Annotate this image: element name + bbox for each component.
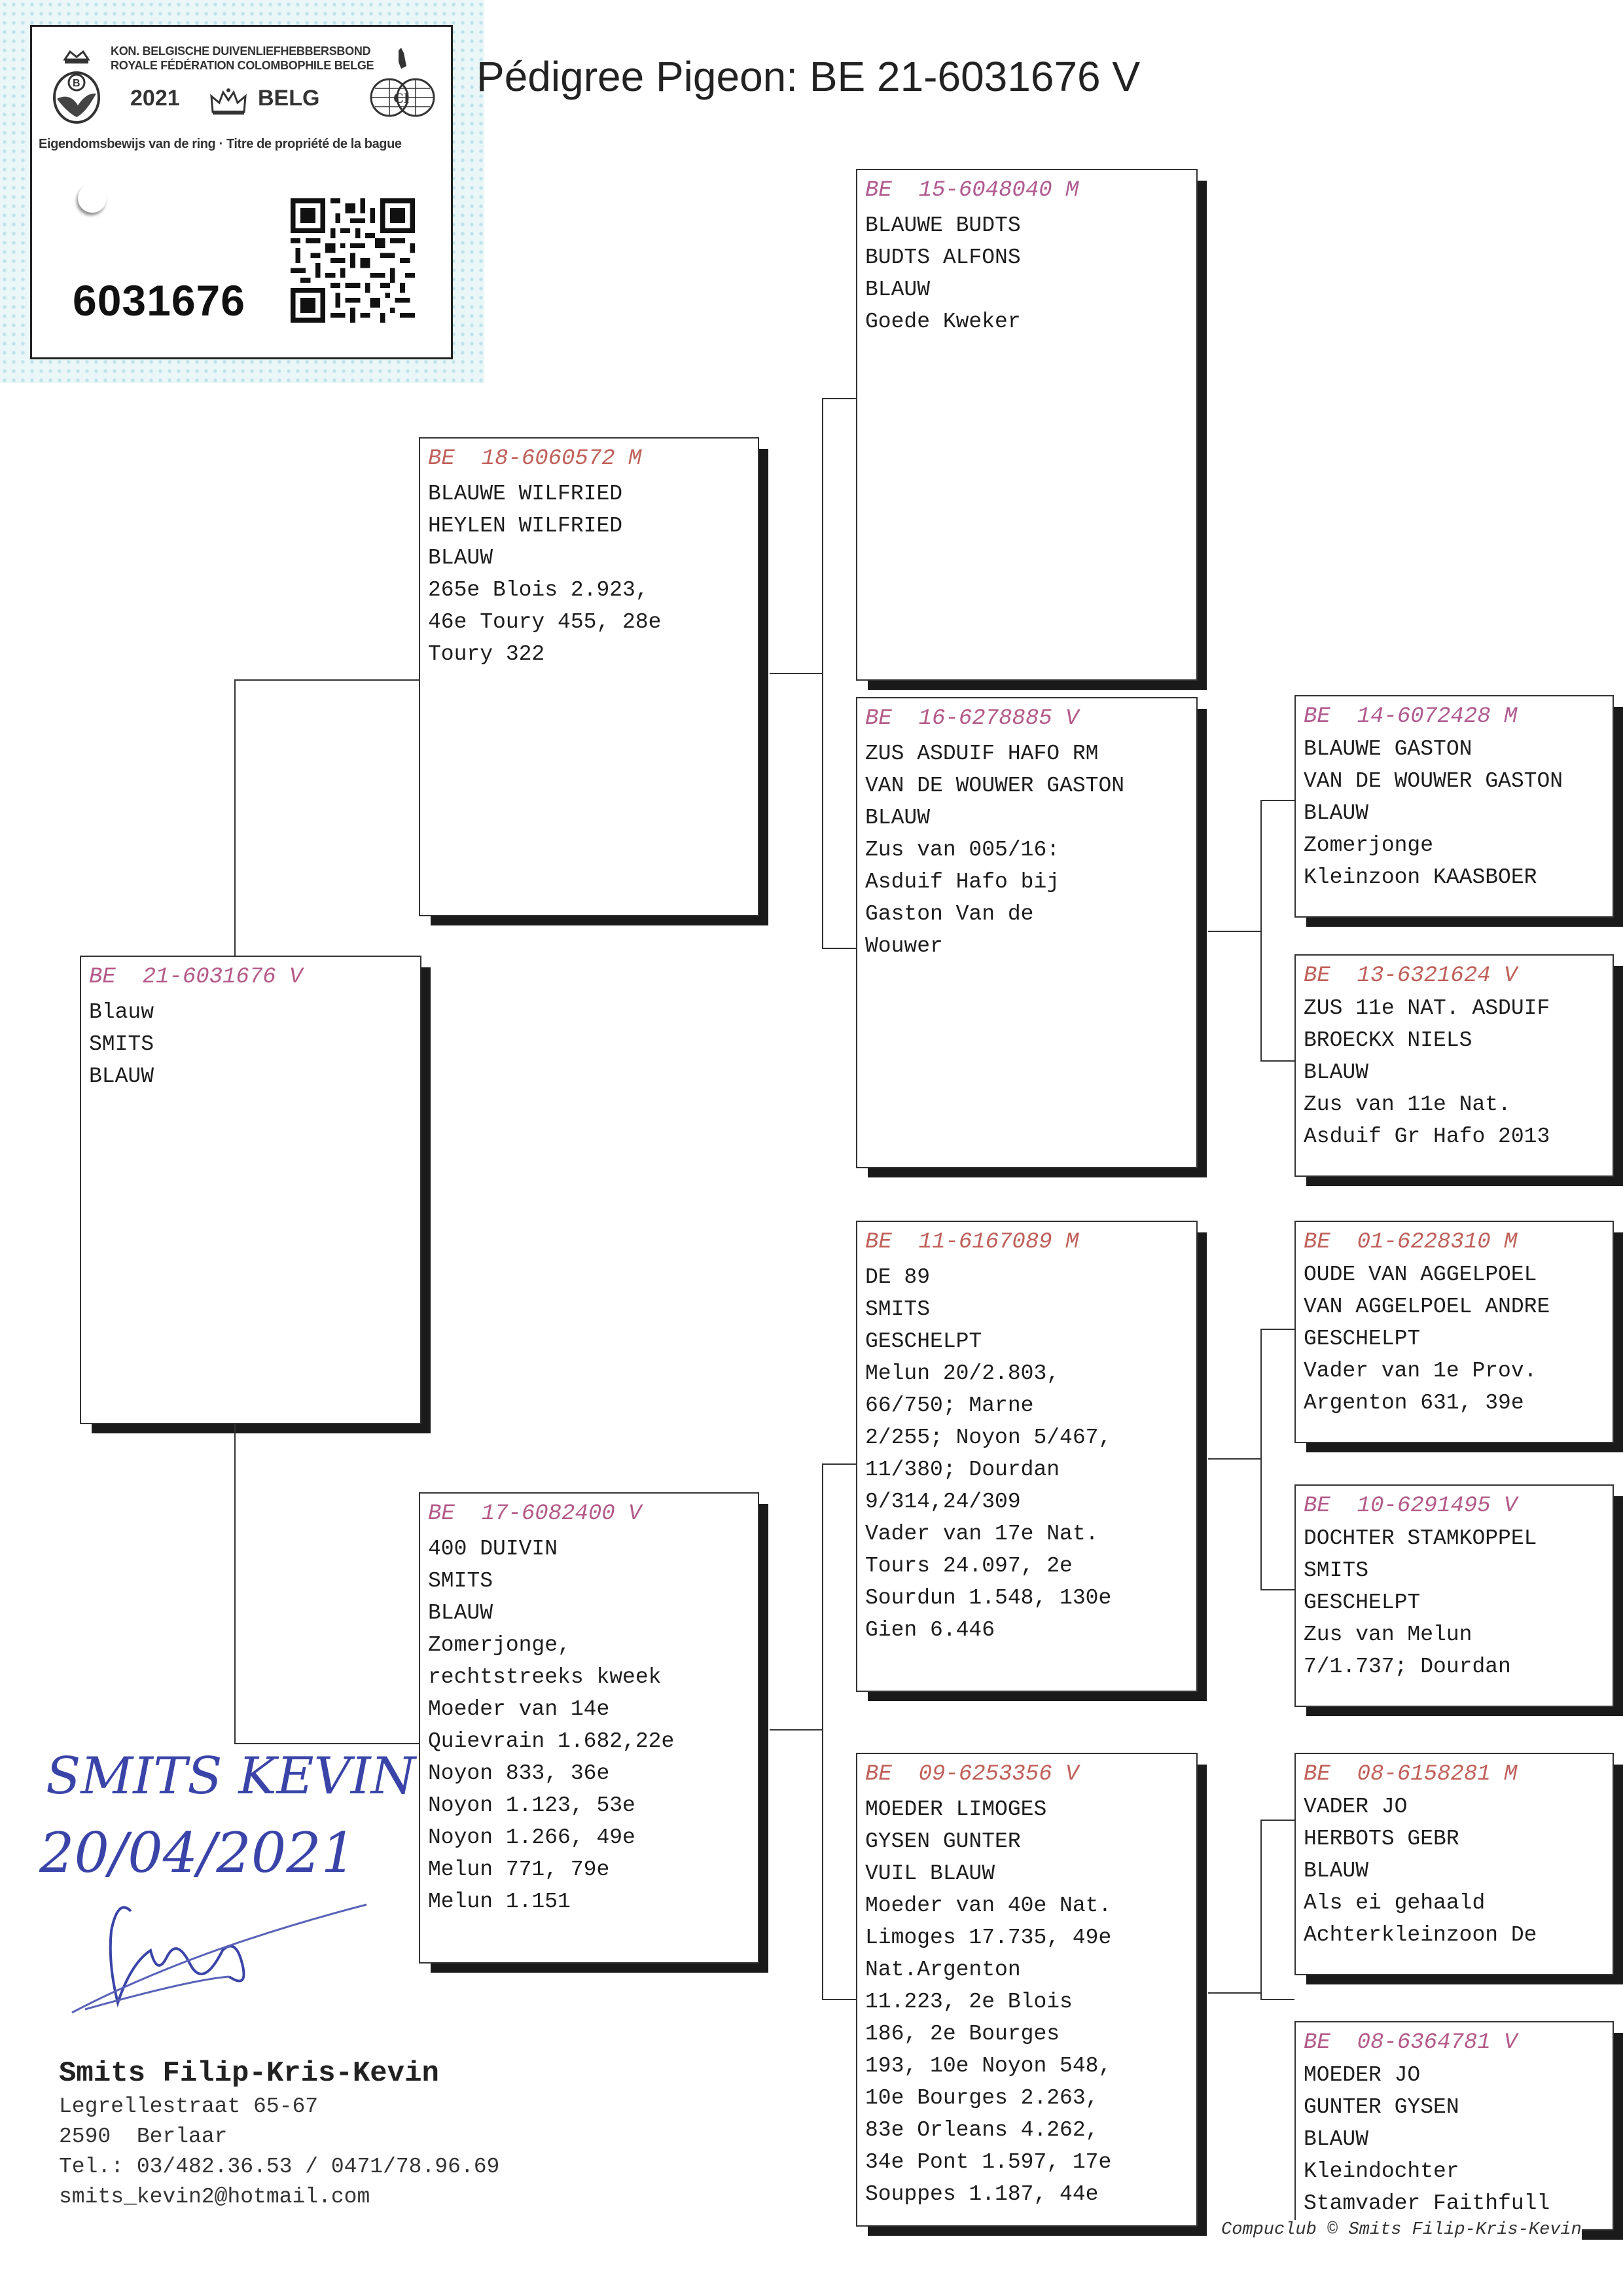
card-line: VAN DE WOUWER GASTON	[1304, 769, 1563, 793]
ring-id: BE 10-6291495 V	[1304, 1494, 1518, 1518]
card-lines	[865, 1793, 1188, 2210]
card-line: BLAUW	[1304, 1060, 1369, 1085]
card-line: 400 DUIVIN	[428, 1537, 558, 1561]
connector-sd-vertical	[1260, 800, 1262, 1062]
connector-dd-vertical	[1260, 1820, 1262, 1999]
breeder-email[interactable]: smits_kevin2@hotmail.com	[59, 2185, 370, 2209]
ring-id: BE 13-6321624 V	[1304, 963, 1518, 988]
card-line: BLAUW	[428, 546, 493, 570]
card-line: Asduif Gr Hafo 2013	[1304, 1124, 1550, 1149]
ring-card-frame	[30, 25, 453, 359]
connector-sire-vertical	[822, 398, 823, 948]
pedigree-card-sd-sire[interactable]	[1294, 695, 1614, 918]
connector-dam-dam	[822, 1999, 856, 2000]
punch-hole	[78, 184, 107, 213]
card-line: OUDE VAN AGGELPOEL	[1304, 1263, 1537, 1287]
card-line: 10e Bourges 2.263,	[865, 2086, 1099, 2110]
card-line: BLAUW	[428, 1601, 493, 1625]
ring-id: BE 09-6253356 V	[865, 1762, 1079, 1787]
connector-dd-dam	[1260, 1999, 1294, 2000]
handwritten-signature	[26, 1715, 419, 2055]
card-line: VAN AGGELPOEL ANDRE	[1304, 1295, 1550, 1319]
connector-dd-mid	[1208, 1992, 1260, 1994]
pedigree-card-dam[interactable]	[419, 1492, 759, 1964]
handwritten-date: 20/04/2021	[39, 1821, 357, 1885]
card-line: SMITS	[89, 1032, 154, 1056]
card-line: 11.223, 2e Blois	[865, 1990, 1073, 2014]
card-line: Souppes 1.187, 44e	[865, 2182, 1099, 2206]
card-line: BLAUW	[1304, 801, 1369, 825]
card-line: SMITS	[1304, 1558, 1369, 1583]
connector-dam-vertical	[822, 1463, 823, 2000]
pedigree-card-dd-sire[interactable]	[1294, 1753, 1614, 1975]
card-lines	[1304, 1791, 1605, 1951]
card-lines	[1304, 2059, 1605, 2219]
ring-card-subtitle: Eigendomsbewijs van de ring · Titre de propriété de la bague	[39, 137, 402, 151]
card-line: Nat.Argenton	[865, 1958, 1021, 1982]
pedigree-card-sire-sire[interactable]	[856, 169, 1198, 681]
card-line: Als ei gehaald	[1304, 1891, 1486, 1915]
card-line: Sourdun 1.548, 130e	[865, 1586, 1112, 1610]
connector-ds-vertical	[1260, 1329, 1262, 1590]
card-line: Zomerjonge,	[428, 1633, 571, 1657]
svg-text:CI: CI	[393, 90, 410, 106]
card-line: BLAUW	[1304, 1859, 1369, 1883]
connector-ds-sire	[1260, 1329, 1294, 1330]
card-line: Vader van 17e Nat.	[865, 1522, 1099, 1546]
card-line: Moeder van 40e Nat.	[865, 1893, 1112, 1918]
ring-id: BE 08-6158281 M	[1304, 1762, 1518, 1787]
card-line: 66/750; Marne	[865, 1393, 1034, 1418]
card-lines	[428, 1533, 750, 1918]
ring-id: BE 08-6364781 V	[1304, 2030, 1518, 2055]
card-line: MOEDER LIMOGES	[865, 1797, 1047, 1821]
card-line: 7/1.737; Dourdan	[1304, 1655, 1511, 1679]
connector-subject-down	[234, 1424, 236, 1744]
card-line: Gien 6.446	[865, 1618, 995, 1642]
connector-dam-sire	[822, 1463, 856, 1465]
card-lines	[428, 478, 750, 670]
connector-sd-sire	[1260, 800, 1294, 801]
card-line: 46e Toury 455, 28e	[428, 610, 662, 634]
card-line: Noyon 1.123, 53e	[428, 1793, 635, 1818]
card-line: BLAUWE GASTON	[1304, 737, 1472, 761]
card-lines	[865, 1261, 1188, 1646]
card-line: BLAUW	[89, 1064, 154, 1088]
crown-icon	[209, 87, 248, 117]
card-lines	[1304, 992, 1605, 1153]
connector-dd-sire	[1260, 1820, 1294, 1821]
card-line: Melun 771, 79e	[428, 1857, 610, 1882]
connector-ds-mid	[1208, 1458, 1260, 1460]
card-line: VUIL BLAUW	[865, 1861, 995, 1886]
card-line: Asduif Hafo bij	[865, 870, 1060, 894]
card-line: Toury 322	[428, 642, 545, 666]
ring-number: 6031676	[73, 276, 245, 325]
card-line: Quievrain 1.682,22e	[428, 1729, 675, 1753]
breeder-street: Legrellestraat 65-67	[59, 2094, 319, 2119]
card-line: HERBOTS GEBR	[1304, 1827, 1459, 1851]
card-line: SMITS	[865, 1297, 931, 1321]
card-line: 2/255; Noyon 5/467,	[865, 1426, 1112, 1450]
handwritten-name: SMITS KEVIN	[46, 1747, 416, 1806]
card-line: 9/314,24/309	[865, 1490, 1021, 1514]
connector-sire-sire	[822, 398, 856, 399]
pedigree-card-sire-dam[interactable]	[856, 697, 1198, 1168]
card-line: Kleinzoon KAASBOER	[1304, 865, 1537, 889]
card-line: Wouwer	[865, 934, 943, 958]
card-line: Melun 20/2.803,	[865, 1361, 1060, 1386]
pedigree-card-ds-sire[interactable]	[1294, 1221, 1614, 1443]
card-line: BUDTS ALFONS	[865, 245, 1021, 270]
card-line: GESCHELPT	[1304, 1327, 1421, 1351]
card-line: Noyon 833, 36e	[428, 1761, 610, 1785]
card-line: SMITS	[428, 1569, 493, 1593]
card-line: Zomerjonge	[1304, 833, 1434, 857]
card-line: ZUS 11e NAT. ASDUIF	[1304, 996, 1550, 1020]
card-line: BLAUWE BUDTS	[865, 213, 1021, 238]
connector-subject-sire	[234, 679, 420, 681]
card-line: 83e Orleans 4.262,	[865, 2118, 1099, 2142]
org-line-1: KON. BELGISCHE DUIVENLIEFHEBBERSBOND	[111, 45, 371, 58]
card-line: GESCHELPT	[1304, 1590, 1421, 1615]
card-line: 11/380; Dourdan	[865, 1458, 1060, 1482]
breeder-contact	[59, 2055, 499, 2212]
card-line: 265e Blois 2.923,	[428, 578, 649, 602]
ring-id: BE 18-6060572 M	[428, 446, 642, 471]
card-line: rechtstreeks kweek	[428, 1665, 662, 1689]
card-line: GYSEN GUNTER	[865, 1829, 1021, 1854]
pedigree-card-subject[interactable]	[80, 956, 421, 1424]
pedigree-card-ds-dam[interactable]	[1294, 1484, 1614, 1707]
card-line: Melun 1.151	[428, 1890, 571, 1914]
card-line: GESCHELPT	[865, 1329, 982, 1354]
card-line: HEYLEN WILFRIED	[428, 514, 623, 538]
card-line: Zus van 005/16:	[865, 838, 1060, 862]
pedigree-card-sire[interactable]	[419, 437, 759, 916]
qr-code-icon	[291, 198, 415, 323]
svg-text:B: B	[73, 78, 80, 89]
card-line: MOEDER JO	[1304, 2063, 1421, 2087]
card-line: VAN DE WOUWER GASTON	[865, 774, 1125, 798]
card-line: BLAUW	[1304, 2127, 1369, 2151]
card-line: DE 89	[865, 1265, 931, 1289]
card-line: Noyon 1.266, 49e	[428, 1825, 635, 1850]
card-line: Stamvader Faithfull	[1304, 2191, 1550, 2215]
card-lines	[1304, 733, 1605, 893]
card-line: Gaston Van de	[865, 902, 1034, 926]
ring-country: BELG	[258, 86, 320, 111]
card-lines	[89, 996, 412, 1092]
ring-id: BE 16-6278885 V	[865, 706, 1079, 731]
breeder-name: Smits Filip-Kris-Kevin	[59, 2057, 439, 2090]
fci-globe-pigeon-icon	[370, 46, 435, 125]
card-lines	[865, 209, 1188, 338]
pedigree-card-sd-dam[interactable]	[1294, 954, 1614, 1177]
connector-subject-up	[234, 679, 236, 957]
card-line: Achterkleinzoon De	[1304, 1923, 1537, 1947]
connector-sire-mid	[770, 673, 822, 674]
ring-id: BE 11-6167089 M	[865, 1230, 1079, 1255]
card-line: Argenton 631, 39e	[1304, 1391, 1524, 1415]
card-lines	[1304, 1522, 1605, 1683]
connector-sd-mid	[1208, 931, 1260, 932]
ring-year: 2021	[130, 86, 180, 111]
ring-id: BE 17-6082400 V	[428, 1501, 642, 1526]
connector-dam-mid	[770, 1729, 822, 1731]
card-line: Goede Kweker	[865, 310, 1021, 334]
card-lines	[1304, 1259, 1605, 1419]
footer-credit: Compuclub © Smits Filip-Kris-Kevin	[1221, 2220, 1582, 2240]
connector-sd-dam	[1260, 1060, 1294, 1062]
breeder-phone: Tel.: 03/482.36.53 / 0471/78.96.69	[59, 2155, 500, 2179]
breeder-city: 2590 Berlaar	[59, 2125, 228, 2149]
card-line: Kleindochter	[1304, 2159, 1459, 2183]
card-line: Vader van 1e Prov.	[1304, 1359, 1537, 1383]
card-line: 186, 2e Bourges	[865, 2022, 1060, 2046]
ring-id: BE 01-6228310 M	[1304, 1230, 1518, 1255]
connector-ds-dam	[1260, 1589, 1294, 1590]
card-line: 193, 10e Noyon 548,	[865, 2054, 1112, 2078]
connector-sire-dam	[822, 948, 856, 949]
card-line: Tours 24.097, 2e	[865, 1554, 1073, 1578]
card-line: BLAUWE WILFRIED	[428, 482, 623, 506]
pedigree-card-dam-sire[interactable]	[856, 1221, 1198, 1692]
card-line: Blauw	[89, 1000, 154, 1024]
pedigree-card-dd-dam[interactable]	[1294, 2021, 1614, 2231]
card-line: Zus van 11e Nat.	[1304, 1092, 1511, 1117]
kbdb-logo-icon	[50, 46, 103, 125]
ring-ownership-card	[0, 0, 484, 383]
ring-id: BE 21-6031676 V	[89, 965, 303, 990]
org-line-2: ROYALE FÉDÉRATION COLOMBOPHILE BELGE	[111, 59, 374, 72]
card-lines	[865, 738, 1188, 962]
card-line: GUNTER GYSEN	[1304, 2095, 1459, 2119]
card-line: BLAUW	[865, 278, 931, 302]
ring-id: BE 14-6072428 M	[1304, 704, 1518, 729]
card-line: Limoges 17.735, 49e	[865, 1926, 1112, 1950]
card-line: Zus van Melun	[1304, 1623, 1472, 1647]
card-line: 34e Pont 1.597, 17e	[865, 2150, 1112, 2174]
page-title: Pédigree Pigeon: BE 21-6031676 V	[476, 53, 1141, 100]
ring-id: BE 15-6048040 M	[865, 178, 1079, 203]
pedigree-card-dam-dam[interactable]	[856, 1753, 1198, 2227]
ring-org-name	[111, 44, 374, 73]
card-line: Moeder van 14e	[428, 1697, 610, 1721]
card-line: ZUS ASDUIF HAFO RM	[865, 742, 1099, 766]
card-line: BLAUW	[865, 806, 931, 830]
card-line: BROECKX NIELS	[1304, 1028, 1472, 1052]
card-line: VADER JO	[1304, 1795, 1408, 1819]
card-line: DOCHTER STAMKOPPEL	[1304, 1526, 1537, 1551]
